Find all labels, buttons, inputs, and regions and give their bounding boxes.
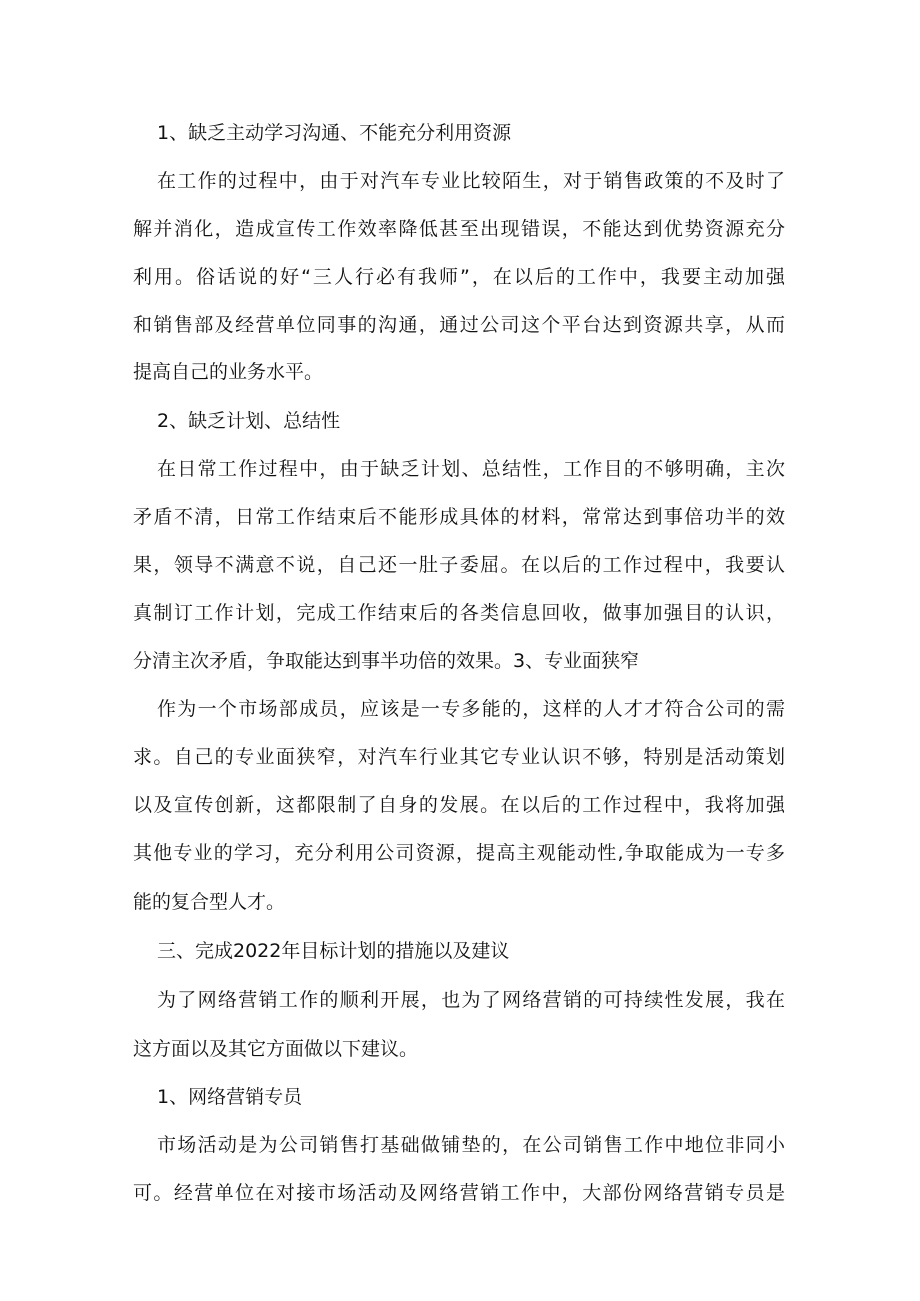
part3-heading: 三、完成2022年目标计划的措施以及建议 [157,940,510,962]
section1-paragraph-line: 利用。俗话说的好“三人行必有我师”，在以后的工作中，我要主动加强 [133,266,785,288]
section2-paragraph-line: 分清主次矛盾，争取能达到事半功倍的效果。3、专业面狭窄 [133,650,640,672]
part3-paragraph-line: 为了网络营销工作的顺利开展，也为了网络营销的可持续性发展，我在 [157,989,785,1011]
section1-paragraph-line: 在工作的过程中，由于对汽车专业比较陌生，对于销售政策的不及时了 [157,170,785,192]
section1-heading: 1、缺乏主动学习沟通、不能充分利用资源 [157,122,512,144]
section3-paragraph-line: 作为一个市场部成员，应该是一专多能的，这样的人才才符合公司的需 [157,698,785,720]
item1-heading: 1、网络营销专员 [157,1086,303,1108]
section1-paragraph-line: 提高自己的业务水平。 [133,361,324,383]
section3-paragraph-line: 其他专业的学习，充分利用公司资源，提高主观能动性,争取能成为一专多 [133,842,785,864]
section1-paragraph-line: 和销售部及经营单位同事的沟通，通过公司这个平台达到资源共享，从而 [133,314,785,336]
section1-paragraph-line: 解并消化，造成宣传工作效率降低甚至出现错误，不能达到优势资源充分 [133,218,785,240]
section2-paragraph-line: 矛盾不清，日常工作结束后不能形成具体的材料，常常达到事倍功半的效 [133,506,785,528]
section3-paragraph-line: 以及宣传创新，这都限制了自身的发展。在以后的工作过程中，我将加强 [133,794,785,816]
section3-paragraph-line: 能的复合型人才。 [133,891,286,913]
section3-paragraph-line: 求。自己的专业面狭窄，对汽车行业其它专业认识不够，特别是活动策划 [133,746,785,768]
item1-paragraph-line: 市场活动是为公司销售打基础做铺垫的，在公司销售工作中地位非同小 [157,1134,785,1156]
section2-paragraph-line: 果，领导不满意不说，自己还一肚子委屈。在以后的工作过程中，我要认 [133,554,785,576]
section2-heading: 2、缺乏计划、总结性 [157,410,341,432]
section2-paragraph-line: 在日常工作过程中，由于缺乏计划、总结性，工作目的不够明确，主次 [157,458,785,480]
section2-paragraph-line: 真制订工作计划，完成工作结束后的各类信息回收，做事加强目的认识， [133,602,785,624]
item1-paragraph-line: 可。经营单位在对接市场活动及网络营销工作中，大部份网络营销专员是 [133,1182,785,1204]
part3-paragraph-line: 这方面以及其它方面做以下建议。 [133,1038,419,1060]
